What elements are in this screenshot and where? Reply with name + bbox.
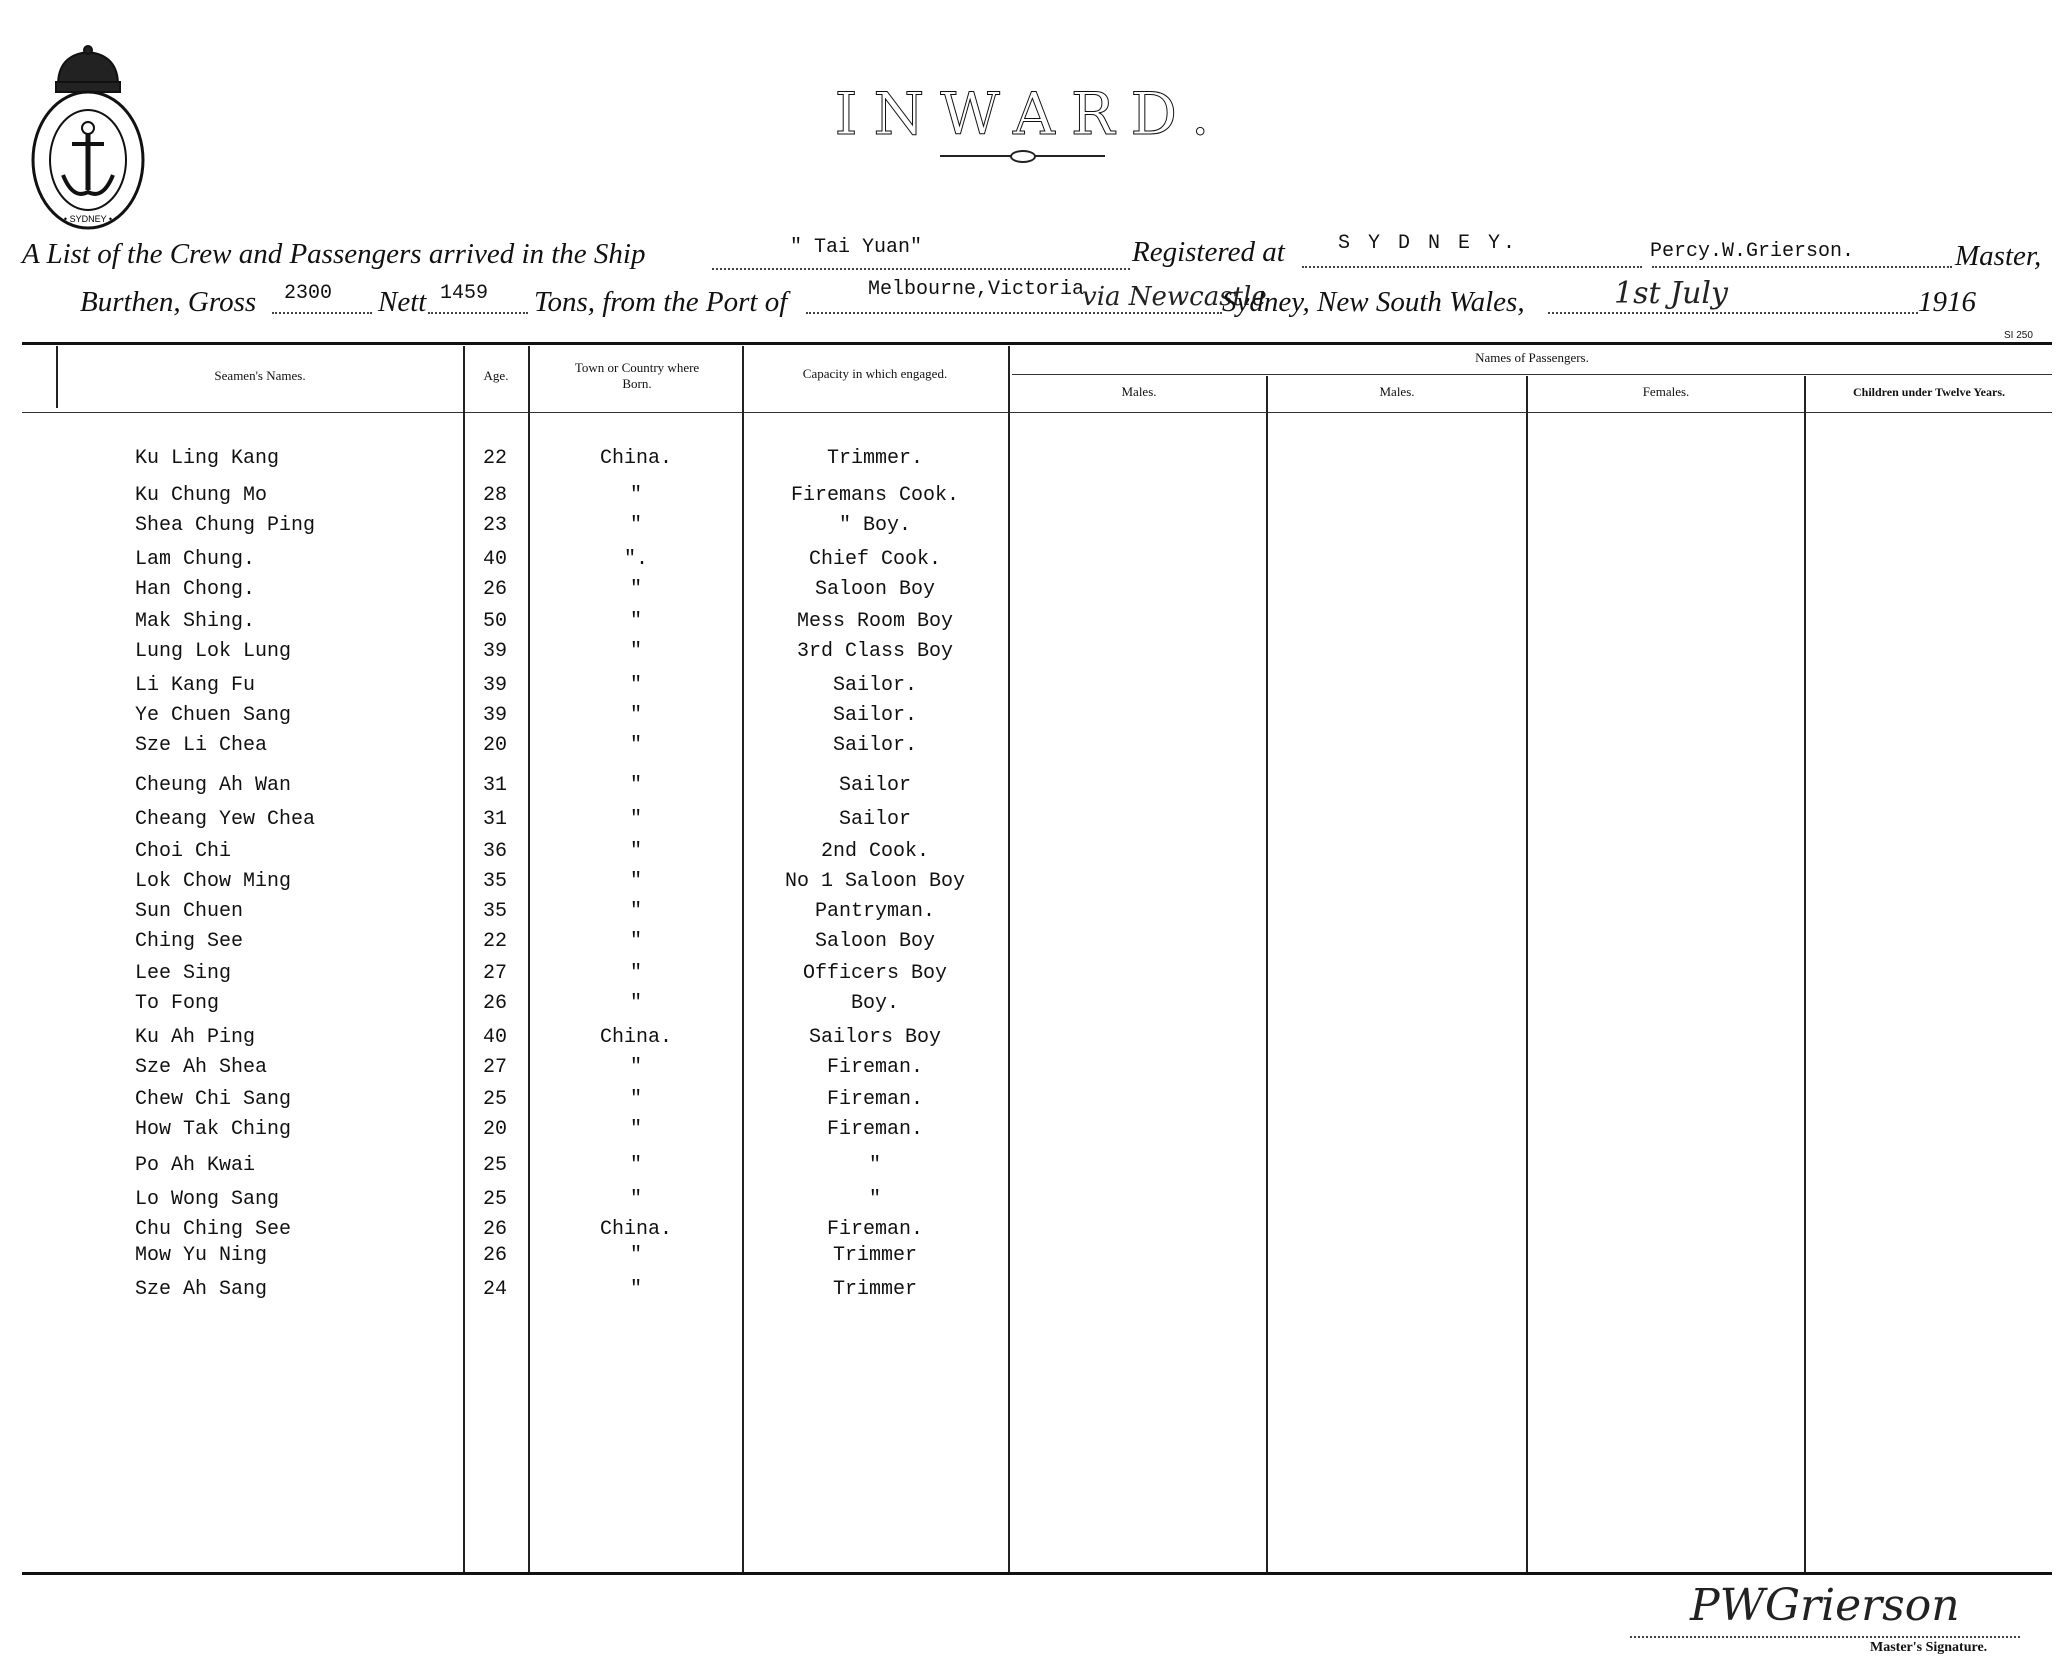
seaman-age: 28	[482, 484, 507, 507]
seaman-born: "	[629, 1188, 642, 1211]
seaman-capacity: Fireman.	[826, 1056, 923, 1079]
seaman-born: ".	[623, 548, 648, 571]
seaman-age: 20	[482, 734, 507, 757]
seaman-capacity: Boy.	[850, 992, 899, 1015]
seaman-name: Lam Chung.	[135, 548, 256, 571]
seaman-born: "	[629, 610, 642, 633]
header-children: Children under Twelve Years.	[1852, 385, 2005, 399]
seaman-name: Ku Ling Kang	[135, 447, 280, 470]
table-row	[0, 1088, 2071, 1114]
seaman-name: To Fong	[135, 992, 220, 1015]
table-row	[0, 962, 2071, 988]
seaman-name: Ku Chung Mo	[135, 484, 268, 507]
registered-label: Registered at	[1132, 236, 1285, 268]
seaman-age: 39	[482, 674, 507, 697]
seaman-name: Mak Shing.	[135, 610, 256, 633]
nett-dotline	[428, 312, 528, 314]
seaman-age: 39	[482, 640, 507, 663]
seaman-name: Sze Li Chea	[135, 734, 268, 757]
seaman-born: "	[629, 930, 642, 953]
passengers-subheader-rule	[1012, 374, 2052, 375]
table-row	[0, 900, 2071, 926]
master-label: Master,	[1955, 240, 2042, 272]
seaman-capacity: Fireman.	[826, 1218, 923, 1241]
seaman-capacity: Officers Boy	[802, 962, 948, 985]
seaman-capacity: Mess Room Boy	[796, 610, 954, 633]
seaman-born: "	[629, 1056, 642, 1079]
table-row	[0, 1218, 2071, 1244]
seaman-born: "	[629, 514, 642, 537]
seaman-capacity: Sailor.	[832, 674, 917, 697]
table-row	[0, 1118, 2071, 1144]
seaman-name: Ching See	[135, 930, 244, 953]
header-males-2: Males.	[1379, 384, 1415, 399]
seaman-born: "	[629, 962, 642, 985]
signature-label: Master's Signature.	[1870, 1640, 1988, 1655]
seaman-name: Shea Chung Ping	[135, 514, 316, 537]
table-row	[0, 1026, 2071, 1052]
nett-tons: 1459	[440, 282, 489, 305]
table-row	[0, 704, 2071, 730]
table-row	[0, 1244, 2071, 1270]
seaman-born: "	[629, 870, 642, 893]
seaman-capacity: No 1 Saloon Boy	[784, 870, 966, 893]
gross-dotline	[272, 312, 372, 314]
seaman-capacity: Fireman.	[826, 1118, 923, 1141]
header-names-of-passengers: Names of Passengers.	[1475, 350, 1589, 365]
seaman-capacity: Firemans Cook.	[790, 484, 960, 507]
seaman-born: "	[629, 774, 642, 797]
seaman-age: 22	[482, 447, 507, 470]
seaman-born: "	[629, 674, 642, 697]
seaman-name: Cheang Yew Chea	[135, 808, 316, 831]
seaman-capacity: 2nd Cook.	[820, 840, 930, 863]
seaman-name: Mow Yu Ning	[135, 1244, 268, 1267]
seaman-name: Ye Chuen Sang	[135, 704, 292, 727]
seaman-born: "	[629, 900, 642, 923]
seaman-age: 35	[482, 900, 507, 923]
signature-dotline	[1630, 1636, 2020, 1638]
seaman-age: 50	[482, 610, 507, 633]
seaman-name: Sun Chuen	[135, 900, 244, 923]
seaman-age: 25	[482, 1088, 507, 1111]
seaman-capacity: Sailor	[838, 808, 911, 831]
seaman-born: "	[629, 578, 642, 601]
seaman-capacity: "	[868, 1154, 881, 1177]
table-row	[0, 930, 2071, 956]
seaman-capacity: Sailor	[838, 774, 911, 797]
seaman-name: Lo Wong Sang	[135, 1188, 280, 1211]
table-row	[0, 484, 2071, 510]
nett-label: Nett	[378, 286, 427, 318]
seaman-born: "	[629, 484, 642, 507]
seaman-name: Ku Ah Ping	[135, 1026, 256, 1049]
ship-name-dotline	[712, 268, 1130, 270]
header-males-1: Males.	[1121, 384, 1157, 399]
seaman-capacity: Saloon Boy	[814, 930, 936, 953]
master-signature-handwritten: PWGrierson	[1690, 1580, 1960, 1631]
table-row	[0, 1154, 2071, 1180]
table-row	[0, 514, 2071, 540]
title-ornament-dot	[1010, 150, 1036, 163]
seaman-name: Lee Sing	[135, 962, 232, 985]
seaman-born: "	[629, 992, 642, 1015]
registered-port: S Y D N E Y.	[1338, 232, 1519, 255]
seaman-name: Cheung Ah Wan	[135, 774, 292, 797]
seaman-capacity: Sailor.	[832, 704, 917, 727]
table-row	[0, 610, 2071, 636]
master-name: Percy.W.Grierson.	[1650, 240, 1855, 263]
table-row	[0, 734, 2071, 760]
seaman-capacity: Sailor.	[832, 734, 917, 757]
seaman-born: "	[629, 1118, 642, 1141]
registered-dotline	[1302, 266, 1642, 268]
header-seamens-names: Seamen's Names.	[214, 368, 306, 383]
seaman-age: 24	[482, 1278, 507, 1301]
seaman-capacity: Pantryman.	[814, 900, 936, 923]
seaman-name: Chu Ching See	[135, 1218, 292, 1241]
seaman-name: Han Chong.	[135, 578, 256, 601]
seaman-age: 25	[482, 1154, 507, 1177]
seaman-capacity: Sailors Boy	[808, 1026, 942, 1049]
seaman-capacity: Trimmer.	[826, 447, 923, 470]
table-header-rule	[22, 412, 2052, 413]
seaman-capacity: Saloon Boy	[814, 578, 936, 601]
seaman-born: "	[629, 808, 642, 831]
table-row	[0, 774, 2071, 800]
seaman-capacity: "	[868, 1188, 881, 1211]
col-divider-left	[56, 346, 58, 408]
seaman-name: Sze Ah Shea	[135, 1056, 268, 1079]
table-row	[0, 992, 2071, 1018]
seaman-name: Chew Chi Sang	[135, 1088, 292, 1111]
seaman-capacity: Trimmer	[832, 1244, 917, 1267]
seaman-age: 40	[482, 548, 507, 571]
seaman-name: Choi Chi	[135, 840, 232, 863]
header-females: Females.	[1642, 384, 1690, 399]
burthen-label: Burthen, Gross	[80, 286, 257, 318]
seaman-born: "	[629, 1088, 642, 1111]
seaman-age: 26	[482, 578, 507, 601]
shipping-masters-seal	[28, 40, 148, 230]
seaman-age: 26	[482, 992, 507, 1015]
seaman-capacity: Trimmer	[832, 1278, 917, 1301]
seaman-age: 36	[482, 840, 507, 863]
table-top-rule	[22, 342, 2052, 345]
seaman-born: "	[629, 1278, 642, 1301]
seaman-age: 22	[482, 930, 507, 953]
document-title: INWARD.	[834, 80, 1226, 148]
gross-tons: 2300	[284, 282, 333, 305]
destination-label: Sydney, New South Wales,	[1222, 286, 1525, 318]
seaman-name: Po Ah Kwai	[135, 1154, 256, 1177]
table-row	[0, 1278, 2071, 1304]
seaman-born: "	[629, 840, 642, 863]
year: 1916	[1918, 286, 1976, 318]
seaman-born: China.	[599, 447, 672, 470]
seaman-capacity: " Boy.	[838, 514, 911, 537]
table-row	[0, 640, 2071, 666]
seaman-age: 27	[482, 1056, 507, 1079]
seaman-born: "	[629, 1154, 642, 1177]
seaman-age: 39	[482, 704, 507, 727]
seaman-born: "	[629, 734, 642, 757]
svg-text:• SYDNEY •: • SYDNEY •	[63, 214, 113, 224]
seaman-capacity: Chief Cook.	[808, 548, 942, 571]
master-dotline	[1652, 266, 1952, 268]
arrival-date-handwritten: 1st July	[1614, 276, 1728, 311]
table-bottom-rule	[22, 1572, 2052, 1575]
ship-name: " Tai Yuan"	[790, 236, 923, 259]
seaman-name: Lung Lok Lung	[135, 640, 292, 663]
header-born: Town or Country where Born.	[574, 360, 700, 391]
header-prefix: A List of the Crew and Passengers arrived in the Ship	[22, 238, 646, 270]
header-age: Age.	[483, 368, 509, 383]
seaman-born: China.	[599, 1218, 672, 1241]
table-row	[0, 674, 2071, 700]
table-row	[0, 1056, 2071, 1082]
seaman-age: 23	[482, 514, 507, 537]
seaman-name: Li Kang Fu	[135, 674, 256, 697]
seaman-age: 35	[482, 870, 507, 893]
table-row	[0, 447, 2071, 473]
table-row	[0, 840, 2071, 866]
tons-label: Tons, from the Port of	[534, 286, 788, 318]
table-row	[0, 578, 2071, 604]
via-port-handwritten: via Newcastle	[1082, 282, 1267, 312]
table-row	[0, 548, 2071, 574]
seaman-name: Sze Ah Sang	[135, 1278, 268, 1301]
seaman-name: Lok Chow Ming	[135, 870, 292, 893]
seaman-age: 20	[482, 1118, 507, 1141]
seaman-age: 26	[482, 1244, 507, 1267]
seaman-born: China.	[599, 1026, 672, 1049]
table-row	[0, 870, 2071, 896]
seaman-age: 31	[482, 808, 507, 831]
port-dotline	[806, 312, 1222, 314]
form-code: SI 250	[2004, 330, 2033, 341]
date-dotline	[1548, 312, 1918, 314]
seaman-age: 26	[482, 1218, 507, 1241]
seaman-name: How Tak Ching	[135, 1118, 292, 1141]
seaman-born: "	[629, 640, 642, 663]
seaman-age: 31	[482, 774, 507, 797]
table-row	[0, 1188, 2071, 1214]
seaman-age: 27	[482, 962, 507, 985]
seaman-capacity: 3rd Class Boy	[796, 640, 954, 663]
from-port: Melbourne,Victoria	[868, 278, 1085, 301]
header-capacity: Capacity in which engaged.	[802, 366, 948, 381]
seaman-age: 25	[482, 1188, 507, 1211]
seaman-capacity: Fireman.	[826, 1088, 923, 1111]
seaman-born: "	[629, 1244, 642, 1267]
table-row	[0, 808, 2071, 834]
seaman-age: 40	[482, 1026, 507, 1049]
seaman-born: "	[629, 704, 642, 727]
